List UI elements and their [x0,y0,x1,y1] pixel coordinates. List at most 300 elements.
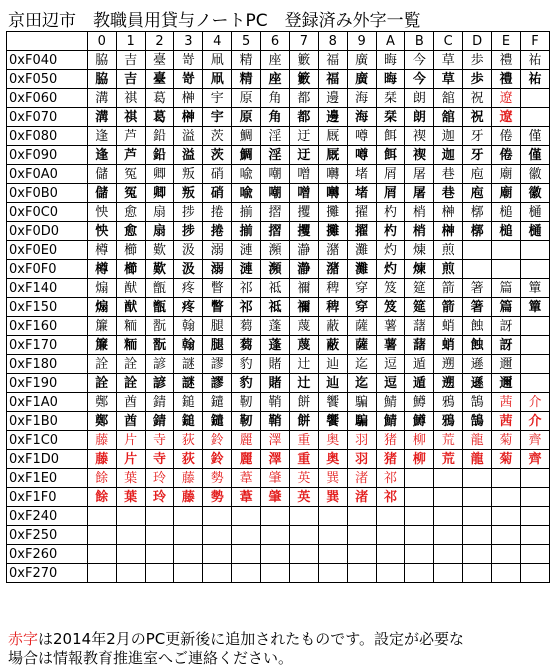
character-cell: 廟 [492,184,521,203]
row-code: 0xF080 [7,127,88,146]
character-cell: 煎 [434,241,463,260]
character-cell: 蝕 [463,317,492,336]
character-cell: 逢 [87,127,116,146]
row-code: 0xF060 [7,89,88,108]
character-cell: 勢 [203,469,232,488]
character-cell [87,507,116,526]
character-cell: 荒 [434,431,463,450]
character-cell: 藤 [87,450,116,469]
character-cell: 徽 [520,184,549,203]
character-cell [116,564,145,583]
character-cell: 翰 [174,336,203,355]
character-cell [376,507,405,526]
character-cell: 蔽 [318,336,347,355]
character-cell: 迄 [347,374,376,393]
character-cell: 羽 [347,450,376,469]
character-cell: 芦 [116,127,145,146]
character-cell: 葦 [232,469,261,488]
character-cell [434,507,463,526]
character-cell: 筵 [405,298,434,317]
table-row [7,222,550,241]
character-cell: 邇 [492,355,521,374]
character-cell: 稗 [318,279,347,298]
character-cell: 鴉 [434,412,463,431]
character-cell: 祁 [232,279,261,298]
column-header: F [520,32,549,51]
character-cell: 祺 [116,108,145,127]
table-row [7,393,550,412]
character-cell [405,488,434,507]
table-row [7,374,550,393]
row-code: 0xF070 [7,108,88,127]
column-header: 8 [318,32,347,51]
character-cell: 重 [289,431,318,450]
character-cell: 擢 [347,203,376,222]
column-header: 9 [347,32,376,51]
character-cell: 箭 [434,298,463,317]
character-cell: 僅 [520,127,549,146]
character-cell: 臺 [145,51,174,70]
character-cell: 灘 [347,260,376,279]
character-cell: 攫 [289,222,318,241]
character-cell: 廣 [347,70,376,89]
character-cell: 謬 [203,374,232,393]
character-cell: 蓬 [261,317,290,336]
character-cell: 騙 [347,412,376,431]
character-cell: 英 [289,469,318,488]
character-cell: 嵜 [174,51,203,70]
character-cell: 賭 [261,355,290,374]
character-cell: 迂 [289,127,318,146]
character-cell: 櫛 [116,260,145,279]
character-cell: 稗 [318,298,347,317]
corner-cell [7,32,88,51]
character-cell: 鵠 [463,412,492,431]
character-cell [318,564,347,583]
character-cell: 祁 [376,469,405,488]
character-cell: 揃 [232,203,261,222]
row-code: 0xF0B0 [7,184,88,203]
character-cell: 藤 [174,488,203,507]
character-cell [318,545,347,564]
table-row [7,469,550,488]
character-cell: 煽 [87,279,116,298]
character-cell: 舘 [434,89,463,108]
character-cell: 都 [289,89,318,108]
character-cell: 葛 [145,108,174,127]
table-row [7,279,550,298]
character-cell: 薯 [376,336,405,355]
character-cell [405,526,434,545]
character-cell: 猪 [376,450,405,469]
character-cell: 鈴 [203,450,232,469]
column-header: 5 [232,32,261,51]
character-cell: 遡 [434,355,463,374]
character-cell: 穿 [347,298,376,317]
character-cell: 詮 [87,355,116,374]
character-cell: 豹 [232,374,261,393]
character-cell: 捗 [174,222,203,241]
row-code: 0xF0D0 [7,222,88,241]
character-cell [492,488,521,507]
character-cell: 煽 [87,298,116,317]
character-cell: 鑓 [203,393,232,412]
character-cell: 鯛 [232,127,261,146]
table-row [7,355,550,374]
character-cell: 腿 [203,336,232,355]
character-cell [116,545,145,564]
character-cell: 遁 [405,355,434,374]
character-cell: 叛 [174,165,203,184]
character-cell: 茜 [492,393,521,412]
character-cell: 福 [318,70,347,89]
character-cell: 鄭 [87,393,116,412]
row-code: 0xF1E0 [7,469,88,488]
character-cell: 謎 [174,374,203,393]
character-cell: 逗 [376,355,405,374]
character-cell: 晦 [376,70,405,89]
character-cell: 蓬 [261,336,290,355]
character-cell: 辿 [318,374,347,393]
character-cell [405,564,434,583]
character-cell: 逗 [376,374,405,393]
character-cell: 芦 [116,146,145,165]
character-cell: 迦 [434,146,463,165]
character-cell: 溝 [87,108,116,127]
character-cell: 翰 [174,317,203,336]
character-cell [520,317,549,336]
character-cell [347,564,376,583]
character-cell: 猪 [376,431,405,450]
column-header: 2 [145,32,174,51]
column-header-row [7,32,550,51]
character-cell: 攫 [289,203,318,222]
character-cell: 藷 [405,336,434,355]
character-cell: 角 [261,108,290,127]
character-cell: 叛 [174,184,203,203]
character-cell [261,564,290,583]
character-cell: 藷 [405,317,434,336]
character-cell: 籔 [289,51,318,70]
character-cell: 寺 [145,431,174,450]
character-cell [289,526,318,545]
character-cell: 藤 [174,469,203,488]
character-cell [261,545,290,564]
character-cell: 祝 [463,89,492,108]
character-cell [87,564,116,583]
table-row [7,127,550,146]
character-cell: 鯖 [376,393,405,412]
row-code: 0xF090 [7,146,88,165]
character-cell: 溢 [174,146,203,165]
row-code: 0xF0E0 [7,241,88,260]
character-cell: 勢 [203,488,232,507]
character-cell [87,526,116,545]
character-cell: 灼 [376,260,405,279]
column-header: 1 [116,32,145,51]
character-cell: 吉 [116,70,145,89]
character-cell: 荒 [434,450,463,469]
row-code: 0xF170 [7,336,88,355]
character-cell [289,564,318,583]
character-cell: 簞 [520,279,549,298]
table-row [7,89,550,108]
character-cell: 腿 [203,317,232,336]
character-cell [318,526,347,545]
character-cell: 介 [520,412,549,431]
character-cell [434,469,463,488]
table-row [7,336,550,355]
character-cell [492,545,521,564]
character-cell [520,374,549,393]
character-cell [203,564,232,583]
character-cell: 杓 [376,203,405,222]
character-cell: 怏 [87,222,116,241]
character-cell: 鎚 [174,412,203,431]
character-cell: 豹 [232,355,261,374]
character-cell: 篇 [492,298,521,317]
character-cell: 捲 [203,203,232,222]
character-cell: 栞 [376,108,405,127]
character-cell: 庖 [463,184,492,203]
character-cell: 諺 [145,374,174,393]
row-code: 0xF150 [7,298,88,317]
character-cell: 溢 [174,127,203,146]
character-cell: 澤 [261,450,290,469]
character-cell: 堵 [347,184,376,203]
character-cell: 榊 [434,222,463,241]
character-cell [520,507,549,526]
row-code: 0xF250 [7,526,88,545]
character-cell: 蝕 [463,336,492,355]
character-cell [376,564,405,583]
character-cell: 蔑 [289,317,318,336]
character-cell: 禊 [405,146,434,165]
character-cell: 肇 [261,469,290,488]
character-cell: 錆 [145,393,174,412]
character-cell: 介 [520,393,549,412]
external-character-table [6,31,550,583]
character-cell [520,241,549,260]
character-cell: 甑 [145,279,174,298]
footer-red-label: 赤字 [8,630,39,648]
character-cell: 凧 [203,70,232,89]
character-cell: 汲 [174,241,203,260]
character-cell [347,545,376,564]
character-cell: 祺 [116,89,145,108]
character-cell: 翫 [145,317,174,336]
character-cell: 溺 [203,260,232,279]
character-cell: 瀞 [289,241,318,260]
column-header: 0 [87,32,116,51]
character-cell [203,507,232,526]
character-cell: 瞥 [203,279,232,298]
column-header: C [434,32,463,51]
character-cell: 噂 [347,127,376,146]
character-cell: 詮 [87,374,116,393]
character-cell: 賭 [261,374,290,393]
character-cell: 溺 [203,241,232,260]
character-cell [174,507,203,526]
row-code: 0xF0C0 [7,203,88,222]
character-cell: 謬 [203,355,232,374]
character-cell: 渚 [347,488,376,507]
character-cell [520,108,549,127]
character-cell: 樽 [87,241,116,260]
character-cell: 摺 [261,222,290,241]
footer-line2: 場合は情報教育推進室へご連絡ください。 [8,649,294,667]
character-cell [463,545,492,564]
character-cell: 迂 [289,146,318,165]
character-cell: 屑 [376,165,405,184]
character-cell: 淫 [261,127,290,146]
row-code: 0xF1F0 [7,488,88,507]
character-cell: 迄 [347,355,376,374]
character-cell: 潴 [318,241,347,260]
character-cell [463,526,492,545]
character-cell: 原 [232,108,261,127]
character-cell [405,545,434,564]
row-code: 0xF1D0 [7,450,88,469]
character-cell: 煉 [405,241,434,260]
character-cell: 葛 [145,89,174,108]
character-cell [405,469,434,488]
character-cell: 邇 [492,374,521,393]
character-cell: 牙 [463,146,492,165]
character-cell [232,564,261,583]
character-cell [174,545,203,564]
table-body [7,51,550,583]
column-header: 7 [289,32,318,51]
character-cell: 瀞 [289,260,318,279]
character-cell [492,260,521,279]
character-cell: 奥 [318,450,347,469]
character-cell: 箭 [434,279,463,298]
character-cell: 臺 [145,70,174,89]
character-cell: 蒭 [232,317,261,336]
character-cell: 蔽 [318,317,347,336]
character-cell: 巷 [434,165,463,184]
character-cell [520,564,549,583]
character-cell: 梢 [405,203,434,222]
character-cell: 齊 [520,431,549,450]
character-cell: 煎 [434,260,463,279]
character-cell: 榊 [434,203,463,222]
character-cell: 卿 [145,184,174,203]
character-cell [232,507,261,526]
row-code: 0xF160 [7,317,88,336]
character-cell: 迦 [434,127,463,146]
row-code: 0xF240 [7,507,88,526]
table-row [7,51,550,70]
character-cell: 扇 [145,222,174,241]
character-cell: 訝 [492,336,521,355]
character-cell: 辿 [318,355,347,374]
character-cell: 葉 [116,469,145,488]
character-cell: 摺 [261,203,290,222]
character-cell [174,526,203,545]
character-cell: 怏 [87,203,116,222]
column-header: A [376,32,405,51]
character-cell [203,545,232,564]
character-cell: 朗 [405,108,434,127]
character-cell: 扇 [145,203,174,222]
character-cell: 榊 [174,89,203,108]
character-cell: 瀕 [261,241,290,260]
character-cell: 荻 [174,450,203,469]
character-cell [520,89,549,108]
character-cell [520,260,549,279]
character-cell [492,469,521,488]
character-cell: 羽 [347,431,376,450]
character-cell [463,241,492,260]
character-cell: 蒭 [232,336,261,355]
character-cell: 嘲 [261,165,290,184]
character-cell: 煉 [405,260,434,279]
character-cell [289,545,318,564]
character-cell [145,507,174,526]
character-cell: 疼 [174,279,203,298]
character-cell: 冤 [116,165,145,184]
character-cell: 舘 [434,108,463,127]
character-cell: 渚 [347,469,376,488]
character-cell: 祐 [520,70,549,89]
character-cell: 鵠 [463,393,492,412]
character-cell [492,564,521,583]
character-cell: 鎚 [174,393,203,412]
character-cell [174,564,203,583]
character-cell: 柳 [405,450,434,469]
character-cell: 屠 [405,165,434,184]
character-cell: 薩 [347,336,376,355]
character-cell: 樋 [520,203,549,222]
character-cell: 鉛 [145,146,174,165]
character-cell: 捲 [203,222,232,241]
character-cell: 鯛 [232,146,261,165]
character-cell: 鱒 [405,393,434,412]
character-cell: 鱒 [405,412,434,431]
character-cell: 揃 [232,222,261,241]
character-cell: 巷 [434,184,463,203]
character-cell: 穿 [347,279,376,298]
character-cell: 囀 [318,184,347,203]
character-cell: 鯖 [376,412,405,431]
character-cell: 脇 [87,51,116,70]
table-row [7,450,550,469]
character-cell [261,507,290,526]
character-cell: 重 [289,450,318,469]
character-cell: 蛸 [434,336,463,355]
character-cell: 槌 [492,222,521,241]
character-cell: 草 [434,51,463,70]
character-cell: 遼 [492,89,521,108]
character-cell [463,564,492,583]
character-cell: 遡 [434,374,463,393]
character-cell: 箸 [463,298,492,317]
character-cell: 厩 [318,146,347,165]
table-row [7,431,550,450]
table-row [7,564,550,583]
character-cell: 疼 [174,298,203,317]
character-cell: 薯 [376,317,405,336]
character-cell: 凧 [203,51,232,70]
character-cell: 辻 [289,374,318,393]
character-cell: 麗 [232,431,261,450]
character-cell [520,469,549,488]
character-cell: 擢 [347,222,376,241]
character-cell: 愈 [116,222,145,241]
character-cell: 遜 [463,355,492,374]
